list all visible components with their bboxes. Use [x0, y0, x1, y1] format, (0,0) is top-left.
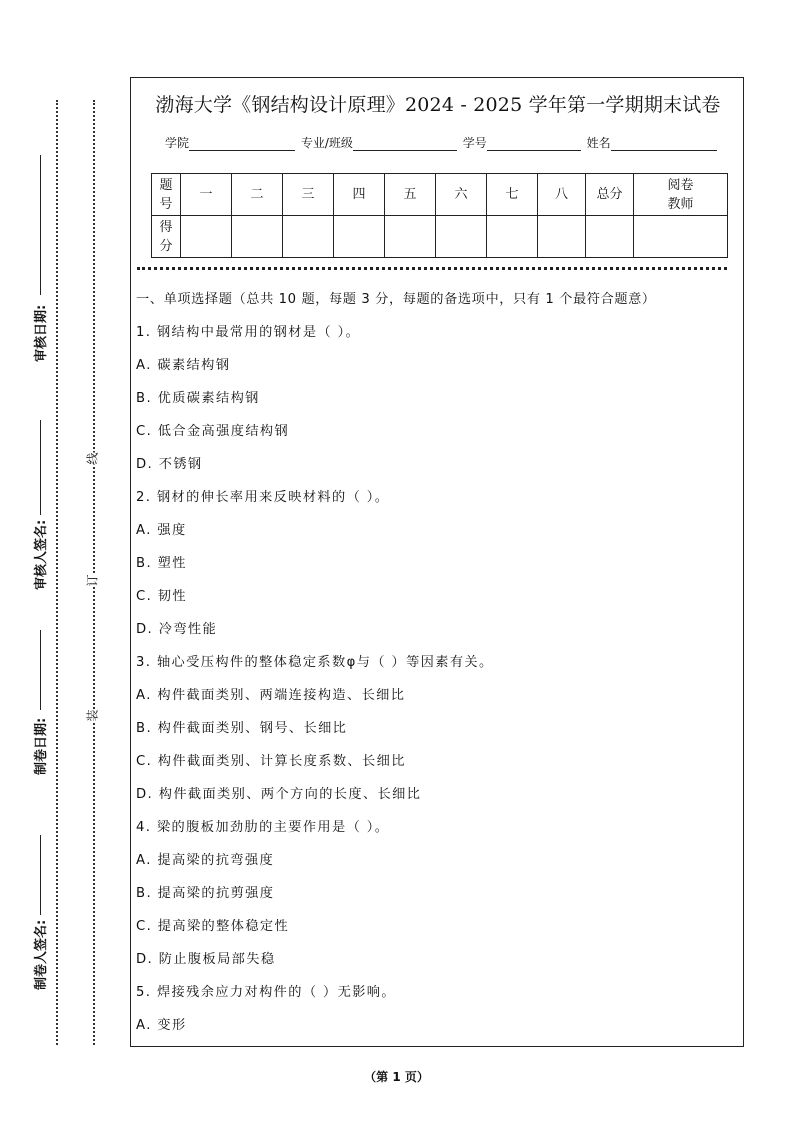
question-line: 3. 轴心受压构件的整体稳定系数φ与（ ）等因素有关。 [136, 655, 494, 670]
option-line: D. 不锈钢 [136, 457, 203, 472]
score-cell[interactable] [538, 216, 586, 258]
option-line: B. 塑性 [136, 556, 187, 571]
score-col-header: 六 [436, 174, 487, 216]
option-line: A. 强度 [136, 523, 187, 538]
question-line: 4. 梁的腹板加劲肋的主要作用是（ ）。 [136, 820, 390, 835]
option-line: A. 变形 [136, 1018, 187, 1033]
question-line: 2. 钢材的伸长率用来反映材料的（ ）。 [136, 490, 390, 505]
score-table-score-row [152, 216, 728, 258]
option-line: D. 构件截面类别、两个方向的长度、长细比 [136, 787, 422, 802]
score-cell[interactable] [436, 216, 487, 258]
grader-cell[interactable] [634, 216, 728, 258]
option-line: B. 优质碳素结构钢 [136, 391, 260, 406]
page-number: （第 1 页） [364, 1070, 429, 1084]
section-heading: 一、单项选择题（总共 10 题，每题 3 分，每题的备选项中，只有 1 个最符合题意） [136, 292, 656, 307]
outer-dotted-line [56, 100, 58, 1045]
grader-col-header: 阅卷 教师 [634, 174, 728, 216]
option-line: C. 提高梁的整体稳定性 [136, 919, 290, 934]
score-col-header: 八 [538, 174, 586, 216]
review-date-line [40, 155, 41, 295]
score-table-row-label: 题 号 [152, 174, 181, 216]
option-line: A. 构件截面类别、两端连接构造、长细比 [136, 688, 406, 703]
binding-margin [0, 0, 128, 1122]
compile-date-line [40, 630, 41, 710]
compiler-signature-label: 制卷人签名: [34, 919, 49, 990]
name-field[interactable] [611, 138, 717, 151]
compiler-signature-line [40, 835, 41, 915]
cut-mark-bind: 装 [82, 709, 103, 721]
exam-title: 渤海大学《钢结构设计原理》2024 - 2025 学年第一学期期末试卷 [155, 94, 721, 116]
option-line: B. 构件截面类别、钢号、长细比 [136, 721, 348, 736]
score-col-header: 七 [487, 174, 538, 216]
cut-mark-staple: 订 [82, 574, 103, 586]
option-line: B. 提高梁的抗剪强度 [136, 886, 275, 901]
student-id-label: 学号 [462, 136, 487, 150]
dotted-separator [137, 267, 727, 270]
question-line: 5. 焊接残余应力对构件的（ ）无影响。 [136, 985, 396, 1000]
student-info-row [165, 134, 719, 151]
reviewer-signature-line [40, 420, 41, 515]
option-line: A. 碳素结构钢 [136, 358, 231, 373]
option-line: D. 冷弯性能 [136, 622, 218, 637]
major-class-field[interactable] [353, 138, 457, 151]
score-col-header: 二 [232, 174, 283, 216]
score-col-header: 三 [283, 174, 334, 216]
score-cell[interactable] [181, 216, 232, 258]
name-label: 姓名 [586, 136, 611, 150]
score-table-row-label: 得 分 [152, 216, 181, 258]
college-field[interactable] [189, 138, 295, 151]
question-section [136, 290, 740, 1049]
score-col-header: 五 [385, 174, 436, 216]
option-line: A. 提高梁的抗弯强度 [136, 853, 275, 868]
student-id-field[interactable] [487, 138, 581, 151]
score-table [151, 173, 728, 258]
score-table-header-row [152, 174, 728, 216]
major-class-label: 专业/班级 [300, 136, 353, 150]
score-cell[interactable] [385, 216, 436, 258]
question-line: 1. 钢结构中最常用的钢材是（ ）。 [136, 325, 361, 340]
score-cell[interactable] [586, 216, 634, 258]
cut-mark-line: 线 [82, 452, 103, 464]
score-col-header: 总分 [586, 174, 634, 216]
score-col-header: 四 [334, 174, 385, 216]
score-cell[interactable] [232, 216, 283, 258]
score-col-header: 一 [181, 174, 232, 216]
score-cell[interactable] [283, 216, 334, 258]
score-cell[interactable] [487, 216, 538, 258]
option-line: C. 构件截面类别、计算长度系数、长细比 [136, 754, 406, 769]
option-line: D. 防止腹板局部失稳 [136, 952, 276, 967]
reviewer-signature-label: 审核人签名: [34, 519, 49, 590]
review-date-label: 审核日期: [34, 304, 49, 362]
compile-date-label: 制卷日期: [34, 717, 49, 775]
option-line: C. 韧性 [136, 589, 187, 604]
score-cell[interactable] [334, 216, 385, 258]
inner-dotted-line [93, 100, 95, 1045]
college-label: 学院 [165, 136, 190, 150]
option-line: C. 低合金高强度结构钢 [136, 424, 290, 439]
exam-frame [130, 77, 744, 1047]
